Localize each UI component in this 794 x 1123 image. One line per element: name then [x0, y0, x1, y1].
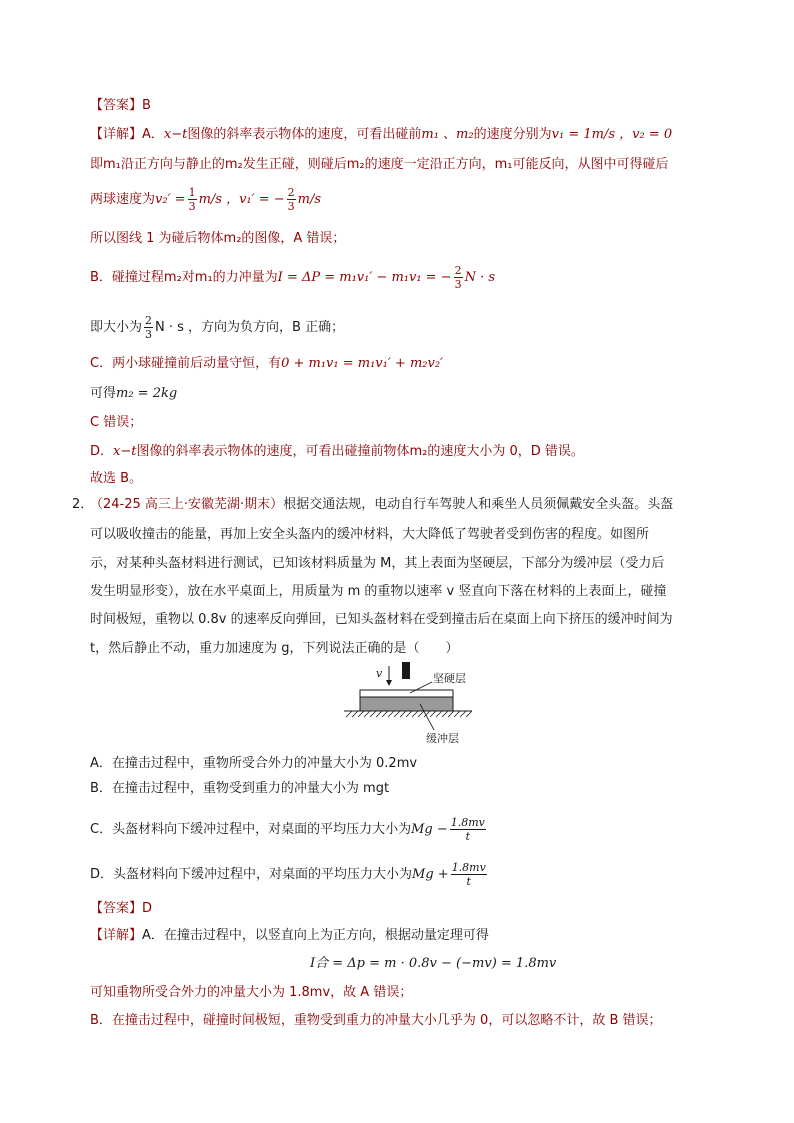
buffer-layer-label: 缓冲层	[426, 732, 459, 745]
math-xt: x−t	[163, 127, 188, 142]
detail-2-A-line1	[90, 927, 489, 945]
text-segment: B．碰撞过程m₂对m₁的力冲量为	[90, 270, 278, 285]
text-segment: 可得	[90, 386, 117, 401]
detail-1-A-line1	[90, 126, 672, 144]
detail-1-C-line3: C 错误；	[90, 415, 143, 430]
buffer-layer	[360, 697, 453, 711]
velocity-label: v	[376, 667, 383, 680]
option-B: B．在撞击过程中，重物受到重力的冲量大小为 mgt	[90, 781, 390, 796]
detail-2-A-line2: 可知重物所受合外力的冲量大小为 1.8mv，故 A 错误；	[90, 985, 413, 1000]
math-unit: N · s	[464, 270, 496, 285]
fraction-denominator: t	[466, 875, 471, 888]
text-segment: N · s ，方向为负方向，B 正确；	[155, 320, 345, 335]
option-A: A．在撞击过程中，重物所受合外力的冲量大小为 0.2mv	[90, 756, 418, 771]
text-segment: 的速度分别为	[473, 127, 552, 142]
text-segment: A．在撞击过程中，以竖直向上为正方向，根据动量定理可得	[142, 928, 489, 943]
math-v2: v₂′ =	[155, 192, 186, 207]
math-masses: m₁ 、m₂	[421, 127, 474, 142]
answer-label: 【答案】	[90, 901, 143, 916]
helmet-test-diagram	[340, 660, 480, 746]
math-force: Mg −	[411, 822, 448, 837]
detail-1-C-line2	[90, 385, 177, 403]
fraction-denominator: t	[465, 830, 471, 843]
option-C	[90, 816, 488, 843]
fraction-numerator: 2	[145, 314, 153, 327]
detail-label: 【详解】	[90, 127, 143, 142]
fraction-denominator: 3	[188, 200, 196, 213]
math-velocities: v₁ = 1m/s ，v₂ = 0	[551, 127, 673, 142]
hard-layer	[360, 690, 453, 697]
text-segment: 图像的斜率表示物体的速度，可看出碰撞前物体m₂的速度大小为 0，D 错误。	[136, 444, 584, 459]
fraction-numerator: 2	[287, 186, 295, 199]
question-2-line2: 可以吸收撞击的能量，再加上安全头盔内的缓冲材料，大大降低了驾驶者受到伤害的程度。如图所	[90, 527, 650, 542]
question-source: （24-25 高三上·安徽芜湖·期末）	[90, 497, 284, 512]
detail-1-D-line1	[90, 443, 584, 461]
detail-1-conclusion: 故选 B。	[90, 471, 143, 486]
option-prefix: D．	[90, 444, 114, 459]
math-v1: m/s ，v₁′ = −	[198, 192, 285, 207]
detail-1-A-line4: 所以图线 1 为碰后物体m₂的图像，A 错误；	[90, 231, 346, 246]
detail-2-B-line1: B．在撞击过程中，碰撞时间极短，重物受到重力的冲量大小几乎为 0，可以忽略不计，故 B 错误；	[90, 1013, 662, 1028]
answer-label: 【答案】	[90, 98, 143, 113]
math-momentum: 0 + m₁v₁ = m₁v₁′ + m₂v₂′	[281, 356, 444, 371]
text-segment: 即大小为	[90, 320, 143, 335]
fraction-denominator: 3	[287, 200, 295, 213]
fraction-numerator: 1	[188, 186, 196, 199]
detail-1-A-line3	[90, 186, 321, 213]
weight-block	[402, 662, 410, 679]
math-impulse: I = ΔP = m₁v₁′ − m₁v₁ = −	[277, 270, 452, 285]
velocity-arrow-head	[386, 680, 392, 686]
fraction-denominator: 3	[145, 328, 153, 341]
fraction-denominator: 3	[454, 278, 462, 291]
math-force: Mg +	[412, 867, 449, 882]
answer-1	[90, 97, 151, 115]
table-hatching	[346, 711, 472, 717]
fraction-numerator: 1.8mv	[451, 861, 486, 874]
hard-layer-label: 坚硬层	[433, 672, 466, 685]
text-segment: C．头盔材料向下缓冲过程中，对桌面的平均压力大小为	[90, 822, 412, 837]
helmet-test-figure	[340, 660, 480, 750]
fraction-numerator: 1.8mv	[450, 816, 485, 829]
detail-1-B-line2	[90, 314, 344, 341]
question-2-line6: t，然后静止不动，重力加速度为 g，下列说法正确的是（ ）	[90, 641, 459, 656]
fraction	[451, 861, 487, 888]
answer-value: D	[142, 901, 153, 916]
fraction	[454, 264, 463, 291]
detail-2-A-equation: I合 = Δp = m · 0.8v − (−mv) = 1.8mv	[310, 956, 557, 971]
answer-value: B	[142, 98, 151, 113]
detail-label: 【详解】	[90, 928, 143, 943]
option-D	[90, 861, 489, 888]
text-segment: 两球速度为	[90, 192, 156, 207]
question-2-line5: 时间极短，重物以 0.8v 的速率反向弹回，已知头盔材料在受到撞击后在桌面上向下挤压的缓冲时间为	[90, 612, 673, 627]
question-number: 2．	[72, 497, 94, 512]
fraction	[450, 816, 486, 843]
detail-1-C-line1	[90, 355, 443, 373]
math-xt: x−t	[113, 444, 137, 459]
fraction	[188, 186, 197, 213]
text-segment: 根据交通法规，电动自行车驾驶人和乘坐人员须佩戴安全头盔。头盔	[283, 497, 674, 512]
math-mass-result: m₂ = 2kg	[116, 386, 178, 401]
text-segment: C．两小球碰撞前后动量守恒，有	[90, 356, 282, 371]
math-unit: m/s	[297, 192, 322, 207]
question-2-line1	[90, 496, 673, 514]
fraction	[287, 186, 296, 213]
question-2-line3: 示，对某种头盔材料进行测试，已知该材料质量为 M，其上表面为坚硬层，下部分为缓冲层（受力后	[90, 556, 665, 571]
detail-1-B-line1	[90, 264, 495, 291]
text-segment: 图像的斜率表示物体的速度，可看出碰前	[187, 127, 422, 142]
answer-2	[90, 900, 152, 918]
detail-1-A-line2: 即m₁沿正方向与静止的m₂发生正碰，则碰后m₂的速度一定沿正方向，m₁可能反向，从图中可得碰后	[90, 157, 669, 172]
option-prefix: A．	[142, 127, 164, 142]
text-segment: D．头盔材料向下缓冲过程中，对桌面的平均压力大小为	[90, 867, 413, 882]
fraction	[144, 314, 153, 341]
fraction-numerator: 2	[454, 264, 462, 277]
question-2-line4: 发生明显形变），放在水平桌面上，用质量为 m 的重物以速率 v 竖直向下落在材料的上表面上，碰撞	[90, 584, 667, 599]
